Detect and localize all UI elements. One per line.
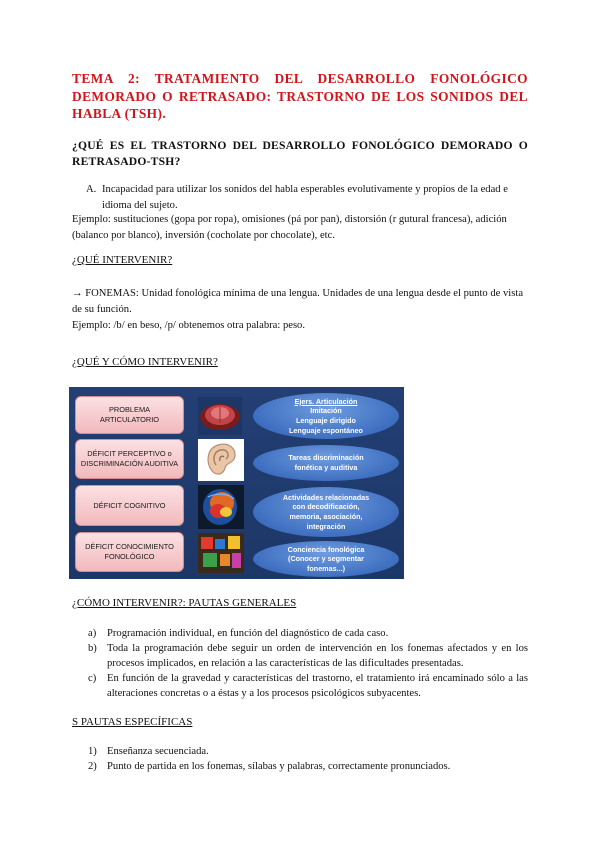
oval-line: Ejers. Articulación (294, 396, 358, 406)
oval-line: Actividades relacionadas (282, 492, 370, 502)
list-text: Programación individual, en función del diagnóstico de cada caso. (107, 628, 389, 639)
oval-line: integración (306, 521, 346, 531)
list-marker: b) (88, 643, 97, 654)
oval-line: Conciencia fonológica (287, 544, 365, 554)
intervention-oval-cognitivo (253, 487, 399, 537)
oval-line: Lenguaje espontáneo (289, 425, 363, 435)
mouth-tongue-image (198, 397, 242, 435)
list-marker: c) (88, 673, 97, 684)
list-item (88, 671, 528, 701)
section-heading-que: ¿QUÉ INTERVENIR? (72, 254, 173, 266)
oval-line: (Conocer y segmentar (288, 554, 364, 564)
problem-box-fonologico: DÉFICIT CONOCIMIENTO FONOLÓGICO (75, 532, 184, 572)
fonemas-paragraph (72, 286, 530, 333)
list-item-a (86, 182, 528, 214)
question-heading: ¿QUÉ ES EL TRASTORNO DEL DESARROLLO FONOLÓGICO DEMORADO O RETRASADO-TSH? (72, 139, 528, 168)
ear-image (198, 439, 244, 481)
oval-line: Tareas discriminación (288, 453, 364, 463)
brain-image (198, 485, 244, 529)
list-item (88, 744, 528, 759)
fonemas-definition: → FONEMAS: Unidad fonológica mínima de una lengua. Unidades de una lengua desde el punto de vista de su función. (72, 288, 524, 315)
list-marker: 2) (88, 761, 97, 772)
oval-line: fonemas...) (307, 563, 345, 573)
list-text: Punto de partida en los fonemas, sílabas y palabras, correctamente pronunciados. (107, 761, 451, 772)
list-text: Incapacidad para utilizar los sonidos del habla esperables evolutivamente y propios de la edad e idioma del sujeto. (102, 184, 508, 211)
oval-line: Imitación (310, 406, 342, 416)
oval-line: fonética y auditiva (294, 463, 358, 472)
list-marker: 1) (88, 746, 97, 757)
intervention-oval-conciencia (253, 541, 399, 577)
problem-box-cognitivo: DÉFICIT COGNITIVO (75, 485, 184, 526)
example-paragraph: Ejemplo: sustituciones (gopa por ropa), omisiones (pá por pan), distorsión (r gutural francesa), adición (balanco por blanco), inversión (cocholate por chocolate), etc. (72, 214, 507, 241)
list-item (88, 759, 528, 774)
section-heading-que-como: ¿QUÉ Y CÓMO INTERVENIR? (72, 356, 218, 368)
list-text: Toda la programación debe seguir un orden de intervención en los fonemas afectados y en los procesos implicados, en relación a las características de las dificultades presentadas. (107, 643, 528, 669)
general-guidelines-list (88, 626, 528, 701)
oval-line: Lenguaje dirigido (296, 416, 356, 425)
section-heading-como: ¿CÓMO INTERVENIR?: PAUTAS GENERALES (72, 597, 297, 609)
oval-line: con decodificación, (292, 502, 360, 512)
problem-box-articulatorio: PROBLEMA ARTICULATORIO (75, 396, 184, 434)
problem-box-perceptivo: DÉFICIT PERCEPTIVO o DISCRIMINACIÓN AUDITIVA (75, 439, 184, 479)
list-text: Enseñanza secuenciada. (107, 746, 209, 757)
list-marker: a) (88, 628, 97, 639)
example2-paragraph: Ejemplo: /b/ en beso, /p/ obtenemos otra palabra: peso. (72, 319, 306, 331)
list-text: En función de la gravedad y características del trastorno, el tratamiento irá encaminado sólo a las alteraciones concretas o a éstas y a los procesos psicológicos subyacentes. (107, 673, 528, 699)
document-title: TEMA 2: TRATAMIENTO DEL DESARROLLO FONOLÓGICO DEMORADO O RETRASADO: TRASTORNO DE LOS SONIDOS DEL HABLA (TSH). (72, 71, 528, 121)
list-marker: A. (86, 184, 97, 195)
intervention-oval-discriminacion (253, 445, 399, 481)
toys-image (198, 533, 244, 573)
list-item (88, 626, 528, 641)
list-item (88, 641, 528, 671)
oval-line: memoria, asociación, (289, 512, 363, 521)
intervention-diagram (69, 387, 404, 579)
section-heading-especificas: S PAUTAS ESPECÍFICAS (72, 716, 193, 728)
intervention-oval-articulacion (253, 393, 399, 439)
specific-guidelines-list (88, 744, 528, 774)
